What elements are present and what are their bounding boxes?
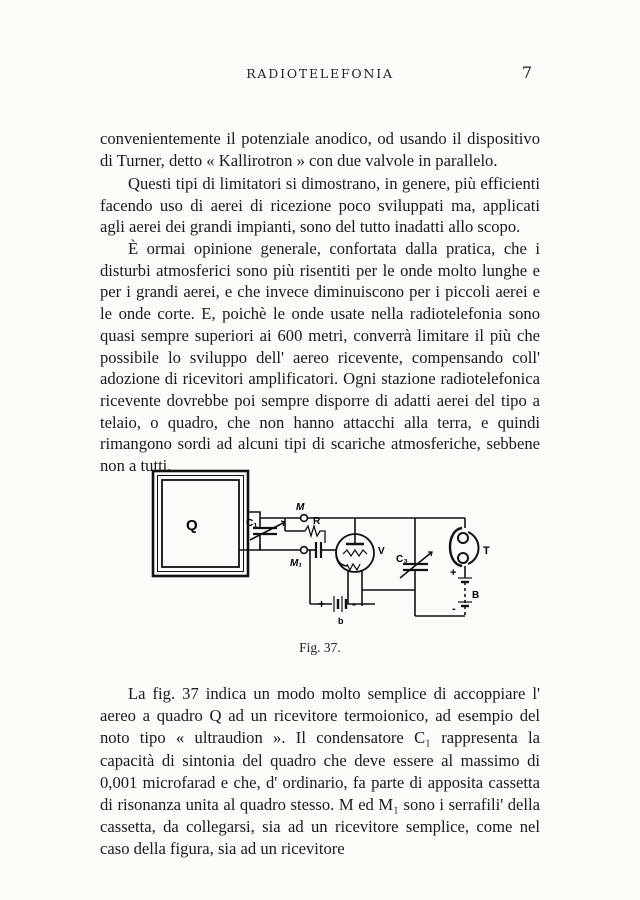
running-title: RADIOTELEFONIA <box>246 66 394 81</box>
label-c1: C₁ <box>246 518 258 529</box>
paragraph-4-text: La fig. 37 indica un modo molto semplice di accoppiare l' aereo a quadro Q ad un ricevitore termoionico, ad esempio del noto tipo « ultraudion ». Il condensatore C₁ rappresenta la capacità di sintonia del quadro che deve essere al massimo di 0,001 microfarad e che, d' ordinario, fa parte di apposita cassetta di risonanza unita al quadro stesso. M ed M₁ sono i serrafili' della cassetta, da collegarsi, sia ad un ricevitore semplice, come nel caso della figura, sia ad un ricevitore <box>100 684 540 859</box>
terminal-m <box>301 515 308 522</box>
label-c3: C₃ <box>396 554 408 565</box>
frame-antenna-inner <box>162 480 239 567</box>
figure-caption: Fig. 37. <box>299 640 341 655</box>
page-number: 7 <box>521 63 532 82</box>
page-header <box>100 63 540 88</box>
paragraph-3-text: È ormai opinione generale, confortata dalla pratica, che i disturbi atmosferici sono più risentiti per le onde molto lunghe e per i grandi aerei, e che invece diminuiscono per i piccoli aerei e le onde corte. E, poichè le onde usate nella radiotelefonia sono quasi sempre superiori ai 600 metri, converrà limitare il più che possibile lo sviluppo dell' aereo ricevente, compensando coll' adozione di ricevitori amplificatori. Ogni stazione radiotelefonica ricevente dovrebbe poi sempre disporre di adatti aerei del tipo a telaio, o quadro, che non hanno attacchi alla terra, e quindi rimangono sordi ad alcuni tipi di scariche atmosferiche, sebbene non a tutti. <box>100 239 540 476</box>
paragraph-2-text: Questi tipi di limitatori si dimostrano, in genere, più efficienti facendo uso di aerei di ricezione poco sviluppati ma, applicati agli aerei dei grandi impianti, sono del tutto inadatti allo scopo. <box>100 174 540 237</box>
paragraph-2 <box>100 173 540 238</box>
paragraph-4 <box>100 683 540 861</box>
label-m1: M₁ <box>290 558 302 569</box>
label-v: V <box>378 546 385 557</box>
label-t: T <box>483 545 490 557</box>
label-q: Q <box>186 517 198 534</box>
label-r: R <box>313 516 321 527</box>
terminal-m1 <box>301 547 308 554</box>
label-plus-right: + <box>450 567 457 579</box>
paragraph-3 <box>100 238 540 477</box>
circuit-diagram <box>150 466 490 636</box>
label-minus-left: - <box>352 597 356 611</box>
label-m: M <box>296 502 305 513</box>
label-small-b: b <box>338 616 344 626</box>
paragraph-1: convenientemente il potenziale anodico, od usando il dispositivo di Turner, detto « Kallirotron » con due valvole in parallelo. <box>100 129 540 170</box>
label-plus-left: + <box>318 597 326 611</box>
label-b: B <box>472 590 480 601</box>
resistor-r <box>305 526 325 543</box>
label-minus-right: - <box>452 603 456 615</box>
frame-antenna-outer <box>153 471 248 576</box>
